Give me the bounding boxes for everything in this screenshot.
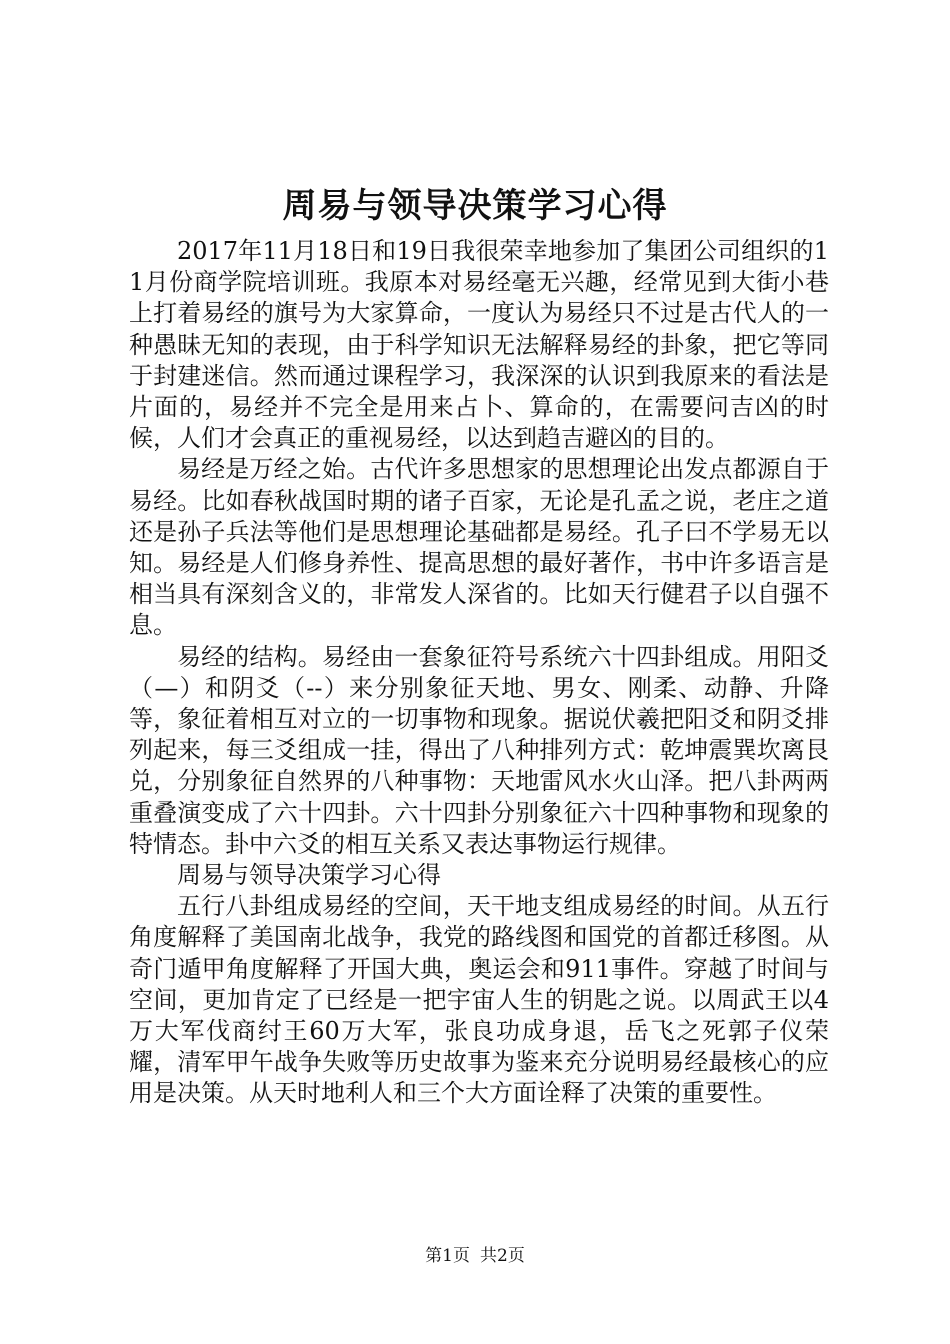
document-body [129,236,829,1110]
page-total: 共2页 [480,1246,525,1266]
paragraph-structure: 易经的结构。易经由一套象征符号系统六十四卦组成。用阳爻（—）和阴爻（--）来分别象征天地、男女、刚柔、动静、升降等，象征着相互对立的一切事物和现象。据说伏羲把阳爻和阴爻排列起来，每三爻组成一挂，得出了八种排列方式：乾坤震巽坎离艮兑，分别象征自然界的八种事物：天地雷风水火山泽。把八卦两两重叠演变成了六十四卦。六十四卦分别象征六十四种事物和现象的特情态。卦中六爻的相互关系又表达事物运行规律。 [129,642,829,858]
paragraph-subheading: 周易与领导决策学习心得 [177,861,441,890]
paragraph-origin: 易经是万经之始。古代许多思想家的思想理论出发点都源自于易经。比如春秋战国时期的诸子百家，无论是孔孟之说，老庄之道还是孙子兵法等他们是思想理论基础都是易经。孔子曰不学易无以知。易经是人们修身养性、提高思想的最好著作，书中许多语言是相当具有深刻含义的，非常发人深省的。比如天行健君子以自强不息。 [129,455,829,640]
paragraph-decision: 五行八卦组成易经的空间，天干地支组成易经的时间。从五行角度解释了美国南北战争，我党的路线图和国党的首都迁移图。从奇门遁甲角度解释了开国大典，奥运会和911事件。穿越了时间与空间，更加肯定了已经是一把宇宙人生的钥匙之说。以周武王以4万大军伐商纣王60万大军，张良功成身退，岳飞之死郭子仪荣耀，清军甲午战争失败等历史故事为鉴来充分说明易经最核心的应用是决策。从天时地利人和三个大方面诠释了决策的重要性。 [129,892,829,1108]
page-number: 第1页 [425,1246,470,1266]
document-title: 周易与领导决策学习心得 [282,186,668,226]
page-footer [0,1244,950,1268]
paragraph-intro: 2017年11月18日和19日我很荣幸地参加了集团公司组织的11月份商学院培训班。我原本对易经毫无兴趣，经常见到大街小巷上打着易经的旗号为大家算命，一度认为易经只不过是古代人的一种愚昧无知的表现，由于科学知识无法解释易经的卦象，把它等同于封建迷信。然而通过课程学习，我深深的认识到我原来的看法是片面的，易经并不完全是用来占卜、算命的，在需要问吉凶的时候，人们才会真正的重视易经，以达到趋吉避凶的目的。 [129,237,829,453]
